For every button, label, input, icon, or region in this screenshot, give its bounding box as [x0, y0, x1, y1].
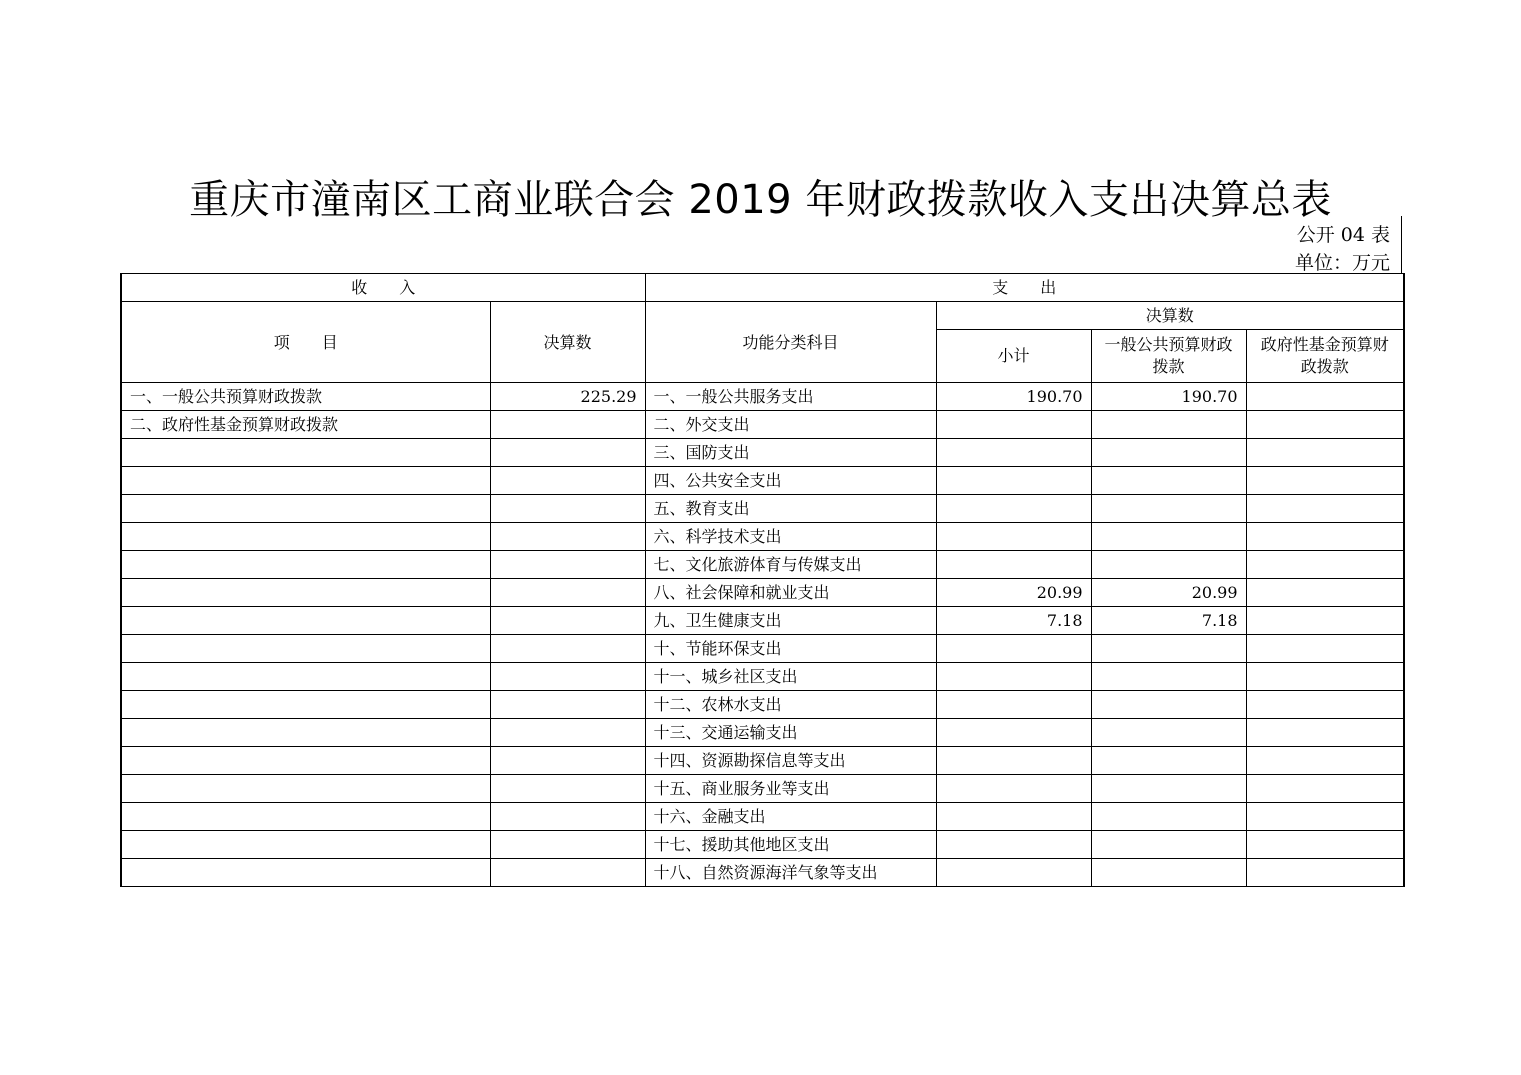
table-row	[121, 411, 1404, 439]
subtotal-cell	[936, 439, 1091, 467]
expense-item-cell: 二、外交支出	[645, 411, 936, 439]
income-amount-cell	[490, 635, 645, 663]
income-item-cell	[121, 551, 490, 579]
expense-item-cell: 十五、商业服务业等支出	[645, 775, 936, 803]
general-budget-cell: 20.99	[1091, 579, 1246, 607]
general-budget-cell	[1091, 467, 1246, 495]
gov-fund-cell	[1246, 775, 1404, 803]
income-amount-cell	[490, 831, 645, 859]
gov-fund-cell	[1246, 635, 1404, 663]
income-amount-cell	[490, 691, 645, 719]
header-row-sections	[121, 274, 1404, 302]
income-amount-cell	[490, 803, 645, 831]
gov-fund-cell	[1246, 719, 1404, 747]
function-category-column-header: 功能分类科目	[645, 302, 936, 383]
gov-fund-cell	[1246, 383, 1404, 411]
expense-item-cell: 十、节能环保支出	[645, 635, 936, 663]
income-item-cell	[121, 663, 490, 691]
general-budget-cell	[1091, 551, 1246, 579]
subtotal-cell: 190.70	[936, 383, 1091, 411]
income-item-cell	[121, 691, 490, 719]
gov-fund-cell	[1246, 747, 1404, 775]
income-item-cell	[121, 579, 490, 607]
income-amount-cell	[490, 523, 645, 551]
subtotal-cell	[936, 691, 1091, 719]
budget-summary-table	[120, 273, 1405, 887]
income-amount-cell	[490, 747, 645, 775]
expense-item-cell: 四、公共安全支出	[645, 467, 936, 495]
subtotal-cell: 7.18	[936, 607, 1091, 635]
table-row	[121, 691, 1404, 719]
general-budget-cell	[1091, 523, 1246, 551]
expense-item-cell: 五、教育支出	[645, 495, 936, 523]
table-row	[121, 551, 1404, 579]
general-budget-cell	[1091, 859, 1246, 887]
form-code: 公开 04 表	[1296, 224, 1390, 246]
income-item-cell	[121, 831, 490, 859]
subtotal-cell	[936, 775, 1091, 803]
gov-fund-cell	[1246, 859, 1404, 887]
expense-item-cell: 十七、援助其他地区支出	[645, 831, 936, 859]
gov-fund-cell	[1246, 803, 1404, 831]
expense-item-cell: 八、社会保障和就业支出	[645, 579, 936, 607]
gov-fund-cell	[1246, 495, 1404, 523]
expense-item-cell: 七、文化旅游体育与传媒支出	[645, 551, 936, 579]
table-row	[121, 663, 1404, 691]
expense-item-cell: 一、一般公共服务支出	[645, 383, 936, 411]
subtotal-cell	[936, 467, 1091, 495]
income-item-cell	[121, 747, 490, 775]
expense-item-cell: 十三、交通运输支出	[645, 719, 936, 747]
income-amount-cell	[490, 719, 645, 747]
subtotal-cell	[936, 803, 1091, 831]
general-budget-cell	[1091, 439, 1246, 467]
expense-item-cell: 三、国防支出	[645, 439, 936, 467]
income-item-cell	[121, 859, 490, 887]
general-budget-cell	[1091, 495, 1246, 523]
general-budget-cell	[1091, 747, 1246, 775]
general-budget-cell: 7.18	[1091, 607, 1246, 635]
table-row	[121, 579, 1404, 607]
income-amount-cell	[490, 663, 645, 691]
income-item-cell: 一、一般公共预算财政拨款	[121, 383, 490, 411]
table-row	[121, 383, 1404, 411]
final-amount-group-header: 决算数	[936, 302, 1404, 330]
general-budget-cell	[1091, 719, 1246, 747]
gov-fund-cell	[1246, 467, 1404, 495]
subtotal-cell	[936, 551, 1091, 579]
income-item-cell	[121, 635, 490, 663]
expense-item-cell: 十八、自然资源海洋气象等支出	[645, 859, 936, 887]
expense-section-header: 支 出	[645, 274, 1404, 302]
income-amount-cell	[490, 859, 645, 887]
income-amount-cell	[490, 579, 645, 607]
table-row	[121, 831, 1404, 859]
table-row	[121, 719, 1404, 747]
income-item-cell	[121, 719, 490, 747]
gov-fund-column-header: 政府性基金预算财政拨款	[1246, 330, 1404, 383]
expense-item-cell: 九、卫生健康支出	[645, 607, 936, 635]
income-amount-cell	[490, 775, 645, 803]
subtotal-column-header: 小计	[936, 330, 1091, 383]
general-budget-cell	[1091, 775, 1246, 803]
table-body	[121, 383, 1404, 887]
page-title: 重庆市潼南区工商业联合会 2019 年财政拨款收入支出决算总表	[189, 177, 1332, 223]
table-row	[121, 635, 1404, 663]
income-item-cell	[121, 495, 490, 523]
expense-item-cell: 六、科学技术支出	[645, 523, 936, 551]
unit-label: 单位：万元	[1294, 252, 1390, 274]
income-amount-column-header: 决算数	[490, 302, 645, 383]
subtotal-cell	[936, 411, 1091, 439]
general-budget-cell	[1091, 635, 1246, 663]
subtotal-cell	[936, 635, 1091, 663]
subtotal-cell	[936, 495, 1091, 523]
subtotal-cell	[936, 719, 1091, 747]
income-amount-cell	[490, 607, 645, 635]
gov-fund-cell	[1246, 523, 1404, 551]
table-row	[121, 859, 1404, 887]
income-amount-cell	[490, 551, 645, 579]
gov-fund-cell	[1246, 551, 1404, 579]
general-budget-cell: 190.70	[1091, 383, 1246, 411]
income-amount-cell: 225.29	[490, 383, 645, 411]
general-budget-cell	[1091, 663, 1246, 691]
item-column-header: 项 目	[121, 302, 490, 383]
gov-fund-cell	[1246, 663, 1404, 691]
subtotal-cell	[936, 663, 1091, 691]
gov-fund-cell	[1246, 691, 1404, 719]
table-row	[121, 803, 1404, 831]
income-item-cell	[121, 775, 490, 803]
subtotal-cell	[936, 831, 1091, 859]
table-row	[121, 467, 1404, 495]
table-row	[121, 439, 1404, 467]
gov-fund-cell	[1246, 607, 1404, 635]
header-divider-line	[1401, 216, 1402, 273]
general-budget-cell	[1091, 411, 1246, 439]
income-item-cell	[121, 523, 490, 551]
table-row	[121, 775, 1404, 803]
income-amount-cell	[490, 411, 645, 439]
income-item-cell	[121, 803, 490, 831]
table-row	[121, 495, 1404, 523]
gov-fund-cell	[1246, 439, 1404, 467]
subtotal-cell	[936, 859, 1091, 887]
gov-fund-cell	[1246, 411, 1404, 439]
income-amount-cell	[490, 439, 645, 467]
income-amount-cell	[490, 467, 645, 495]
gov-fund-cell	[1246, 579, 1404, 607]
subtotal-cell	[936, 523, 1091, 551]
subtotal-cell	[936, 747, 1091, 775]
expense-item-cell: 十一、城乡社区支出	[645, 663, 936, 691]
income-amount-cell	[490, 495, 645, 523]
subtotal-cell: 20.99	[936, 579, 1091, 607]
general-budget-cell	[1091, 831, 1246, 859]
expense-item-cell: 十四、资源勘探信息等支出	[645, 747, 936, 775]
income-item-cell	[121, 467, 490, 495]
expense-item-cell: 十二、农林水支出	[645, 691, 936, 719]
expense-item-cell: 十六、金融支出	[645, 803, 936, 831]
income-item-cell: 二、政府性基金预算财政拨款	[121, 411, 490, 439]
general-budget-cell	[1091, 803, 1246, 831]
table-row	[121, 747, 1404, 775]
general-budget-column-header: 一般公共预算财政拨款	[1091, 330, 1246, 383]
gov-fund-cell	[1246, 831, 1404, 859]
income-section-header: 收 入	[121, 274, 645, 302]
income-item-cell	[121, 607, 490, 635]
header-row-columns	[121, 302, 1404, 330]
general-budget-cell	[1091, 691, 1246, 719]
table-row	[121, 607, 1404, 635]
table-row	[121, 523, 1404, 551]
income-item-cell	[121, 439, 490, 467]
